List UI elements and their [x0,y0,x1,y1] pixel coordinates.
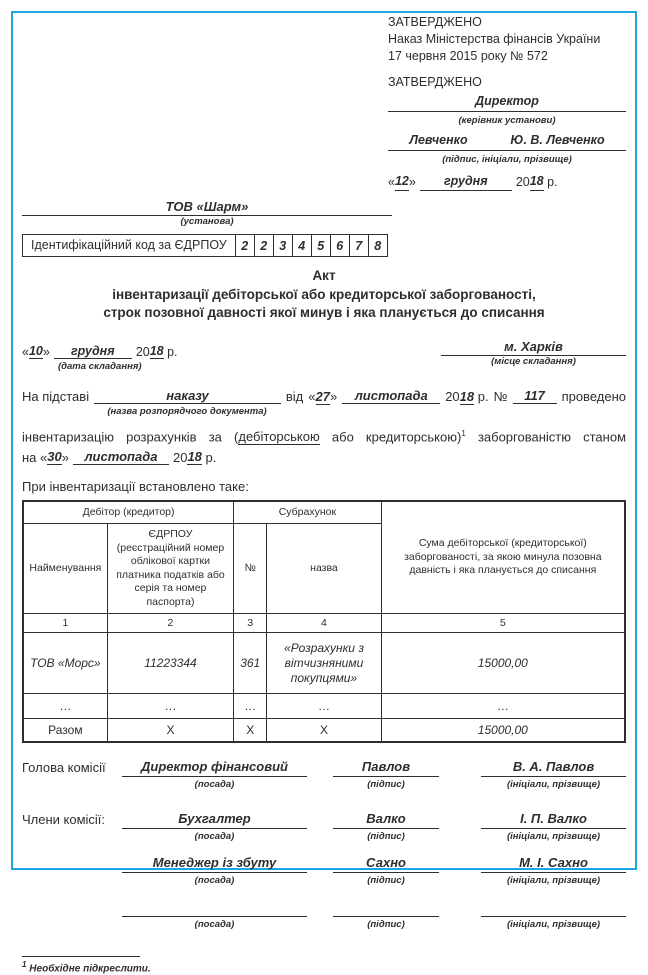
sign-field-block [333,899,439,930]
title-line: Акт [312,268,336,283]
header-sub-no: № [234,524,267,614]
basis-paragraph [22,388,626,465]
signature-role-label: Голова комісії [22,760,106,776]
basis-text: заборгованістю станом [465,428,627,444]
compose-date [22,344,178,359]
col-number: 2 [107,614,233,633]
year-suffix: р. [547,175,558,189]
sign-field-block [333,759,439,790]
approved-label: ЗАТВЕРДЖЕНО [388,15,482,29]
approver-position-field: Директор [388,93,626,112]
cell-dots: … [381,694,625,719]
sign-field-block [333,811,439,842]
name-caption: (ініціали, прізвище) [506,919,601,931]
organization-block [22,199,392,257]
cell-edrpou: 11223344 [107,633,233,694]
meta-row [22,339,626,372]
edrpou-box [22,234,388,257]
basis-text: інвентаризацію розрахунків за ( [22,428,239,444]
order-name-field: наказу [94,388,281,404]
basis-prefix: На підставі [22,388,90,404]
position-field-block [122,855,307,886]
compose-place-field: м. Харків [441,339,626,356]
total-x: Х [234,719,267,743]
edrpou-label: Ідентифікаційний код за ЄДРПОУ [31,238,227,252]
footnote-body: Необхідне підкреслити. [26,963,151,975]
basis-on: на [22,449,37,465]
header-sum: Сума дебіторської (кредиторської) заборгованості, за якою минула позовна давність і яка планується до списання [381,501,625,614]
quote-open: « [388,175,395,189]
edrpou-digit: 3 [273,235,292,256]
order-name-caption: (назва розпорядчого документа) [107,405,267,417]
signature-role-label: Члени комісії: [22,812,106,828]
edrpou-digit: 5 [311,235,330,256]
number-sign: № [493,388,508,404]
document [22,14,626,975]
sign-caption: (підпис) [367,779,405,791]
approver-position-caption: (керівник установи) [458,115,556,126]
footnote-block [22,956,626,974]
total-x: Х [107,719,233,743]
sign-field: Павлов [333,759,439,777]
asof-date-month: листопада [73,449,169,465]
inventory-table [22,500,626,744]
basis-suffix: проведено [561,388,626,404]
signature-row-head [22,759,626,790]
table-row [23,633,625,694]
col-number: 3 [234,614,267,633]
compose-date-block [22,339,178,372]
name-caption: (ініціали, прізвище) [506,779,601,791]
header-edrpou: ЄДРПОУ (реєстраційний номер облікової картки платника податків або серія та номер паспорта) [107,524,233,614]
basis-line-1 [22,388,626,404]
name-caption: (ініціали, прізвище) [506,875,601,887]
sign-caption: (підпис) [367,919,405,931]
name-caption: (ініціали, прізвище) [506,831,601,843]
document-title [22,267,626,323]
organization-name-field: ТОВ «Шарм» [22,199,392,216]
order-date-month: листопада [342,388,440,404]
name-field: М. І. Сахно [481,855,626,873]
quote-open: « [40,449,48,465]
year-suffix: р. [167,344,178,359]
compose-date-year: 18 [149,343,164,358]
order-year: 18 [459,388,475,404]
order-date [308,389,337,404]
table-group-header-row [23,501,625,524]
position-field: Бухгалтер [122,811,307,829]
table-total-row [23,719,625,743]
header-sub-name: назва [267,524,381,614]
title-line: інвентаризації дебіторської або кредиторської заборгованості, [112,286,536,302]
order-date-year [445,389,488,404]
position-caption: (посада) [194,875,235,887]
cell-sub-no: 361 [234,633,267,694]
order-line: Наказ Міністерства фінансів України [388,32,601,46]
position-field: Директор фінансовий [122,759,307,777]
approver-signature: Левченко [409,133,468,147]
sign-caption: (підпис) [367,875,405,887]
approved-label: ЗАТВЕРДЖЕНО [388,75,482,89]
sign-caption: (підпис) [367,831,405,843]
approval-block [388,14,626,191]
title-line: строк позовної давності якої минув і яка планується до списання [103,305,545,320]
cell-dots: … [267,694,381,719]
year-century: 20 [445,388,460,404]
cell-dots: … [107,694,233,719]
quote-open: « [308,388,316,404]
footnote-text [22,960,626,974]
table-row [23,694,625,719]
total-label: Разом [23,719,107,743]
basis-line-2 [22,424,626,446]
group-header-debtor: Дебітор (кредитор) [23,501,234,524]
name-field-block [481,811,626,842]
position-caption: (посада) [194,919,235,931]
signatures-block [22,759,626,930]
signature-row-member [22,811,626,842]
col-number: 1 [23,614,107,633]
signature-role-label [22,855,122,886]
edrpou-digit: 8 [368,235,387,256]
quote-close: » [42,344,50,359]
sign-field [333,899,439,917]
quote-close: » [408,175,416,189]
sign-field: Сахно [333,855,439,873]
footnote-divider [22,956,140,957]
asof-date-day: 30 [47,448,62,464]
col-number: 4 [267,614,381,633]
footnote-marker: 1 [22,960,27,970]
edrpou-digit: 7 [349,235,368,256]
signature-row-empty [22,899,626,930]
order-line: 17 червня 2015 року № 572 [388,49,548,63]
name-field [481,899,626,917]
organization-caption: (установа) [180,216,234,227]
approver-signature-caption: (підпис, ініціали, прізвище) [442,154,572,165]
compose-date-day: 10 [28,343,43,358]
quote-close: » [61,449,69,465]
edrpou-digit: 4 [292,235,311,256]
table-intro: При інвентаризації встановлено таке: [22,478,249,494]
position-field: Менеджер із збуту [122,855,307,873]
compose-date-month: грудня [54,344,132,359]
edrpou-digit: 6 [330,235,349,256]
total-sum: 15000,00 [381,719,625,743]
approval-date-day: 12 [395,173,409,191]
basis-from: від [285,388,304,404]
name-field: В. А. Павлов [481,759,626,777]
year-suffix: р. [205,449,217,465]
order-number-field: 117 [513,388,557,404]
total-x: Х [267,719,381,743]
cell-debtor-name: ТОВ «Морс» [23,633,107,694]
year-century: 20 [515,175,530,189]
name-field: І. П. Валко [481,811,626,829]
compose-place-block [441,339,626,367]
debt-type-underlined: дебіторською [238,428,320,444]
sign-field: Валко [333,811,439,829]
name-field-block [481,899,626,930]
position-field [122,899,307,917]
footnote-ref: 1 [461,428,466,438]
position-caption: (посада) [194,779,235,791]
quote-open: « [22,344,29,359]
name-field-block [481,855,626,886]
header-name: Найменування [23,524,107,614]
position-caption: (посада) [194,831,235,843]
approval-date [388,173,626,191]
basis-text: або кредиторською) [319,428,462,444]
position-field-block [122,811,307,842]
approver-signature-field [388,132,626,151]
year-century: 20 [172,449,188,465]
compose-place-caption: (місце складання) [491,355,576,367]
year-suffix: р. [477,388,489,404]
name-field-block [481,759,626,790]
compose-date-caption: (дата складання) [57,360,142,372]
sign-field-block [333,855,439,886]
cell-dots: … [234,694,267,719]
order-date-day: 27 [315,388,330,404]
asof-date-year: 18 [187,448,202,464]
approval-date-year: 18 [530,173,544,191]
column-number-row [23,614,625,633]
col-number: 5 [381,614,625,633]
approver-name: Ю. В. Левченко [510,133,605,147]
cell-dots: … [23,694,107,719]
basis-line-3 [22,449,626,465]
position-field-block [122,759,307,790]
approval-date-month: грудня [420,173,512,191]
quote-close: » [329,388,338,404]
year-century: 20 [135,344,150,359]
signature-row-member [22,855,626,886]
edrpou-digit: 2 [235,235,254,256]
cell-sum: 15000,00 [381,633,625,694]
signature-role-label [22,899,122,930]
group-header-subaccount: Субрахунок [234,501,381,524]
position-field-block [122,899,307,930]
cell-sub-name: «Розрахунки з вітчизняними покупцями» [267,633,381,694]
edrpou-digit: 2 [254,235,273,256]
